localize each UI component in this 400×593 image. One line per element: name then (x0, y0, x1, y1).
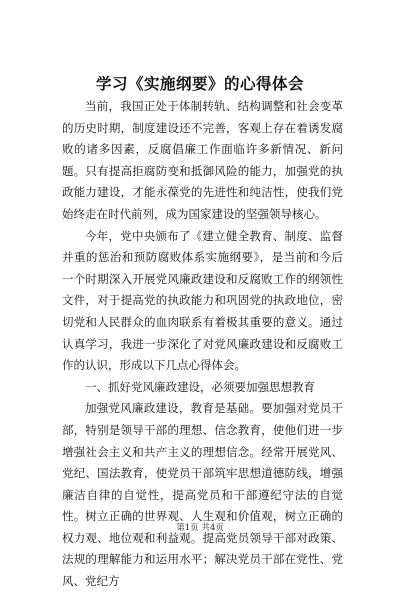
section-heading: 一、抓好党风廉政建设，必须要加强思想教育 (85, 379, 315, 394)
document-title: 学习《实施纲要》的心得体会 (95, 74, 304, 93)
paragraph-education: 加强党风廉政建设，教育是基础。要加强对党员干部，特别是领导干部的理想、信念教育，使他们进一步增强社会主义和共产主义的理想信念。经常开展党风、党纪、国法教育，使党员干部筑牢思想道德防线，增强廉洁自律的自觉性，提高党员和干部遵纪守法的自觉性。树立正确的世界观、人生观和价值观，树立正确的权力观、地位观和利益观。提高党员领导干部对政策、法规的理解能力和运用水平；解决党员干部在党性、党风、党纪方 (62, 401, 343, 589)
paragraph-outline: 今年，党中央颁布了《建立健全教育、制度、监督并重的惩治和预防腐败体系实施纲要》，是当前和今后一个时期深入开展党风廉政建设和反腐败工作的纲领性文件，对于提高党的执政能力和巩固党的执政地位，密切党和人民群众的血肉联系有着极其重要的意义。通过认真学习，我进一步深化了对党风廉政建设和反腐败工作的认识，形成以下几点心得体会。 (62, 228, 343, 373)
document-body (62, 96, 343, 593)
page-number-footer: 第1页 共4页 (176, 523, 224, 533)
paragraph-intro: 当前，我国正处于体制转轨、结构调整和社会变革的历史时期，制度建设还不完善，客观上存在着诱发腐败的诸多因素，反腐倡廉工作面临许多新情况、新问题。只有提高拒腐防变和抵御风险的能力，加强党的执政能力建设，才能永葆党的先进性和纯洁性，使我们党始终走在时代前列，成为国家建设的坚强领导核心。 (62, 99, 343, 221)
